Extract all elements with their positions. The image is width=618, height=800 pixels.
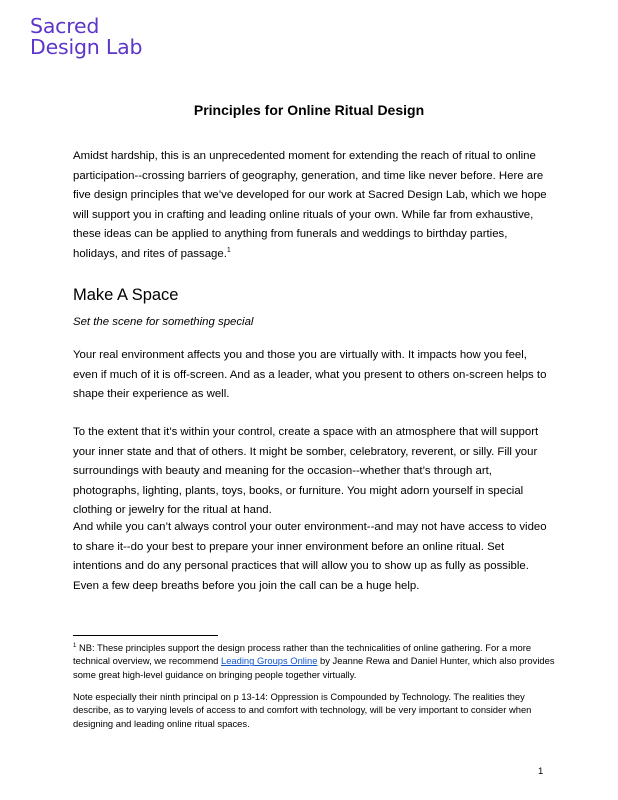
footnote-divider <box>73 635 218 636</box>
footnote-text-before: NB: These principles support the design process rather than the technicalities of online gathering. For a more technical overview, we recommend <box>73 642 532 667</box>
document-title: Principles for Online Ritual Design <box>193 102 425 118</box>
footnote-note: Note especially their ninth principal on p 13-14: Oppression is Compounded by Technology. The realities they describe, as to varying levels of access to and comfort with technology, will be very important to consider when designing and leading online ritual spaces. <box>73 691 532 729</box>
leading-groups-online-link[interactable]: Leading Groups Online <box>220 655 318 667</box>
footnote-ref[interactable]: 1 <box>226 247 231 255</box>
body-paragraph-1: Your real environment affects you and those you are virtually with. It impacts how you feel, even if much of it is off-screen. And as a leader, what you present to others on-screen helps to shape their experience as well. <box>73 349 547 401</box>
intro-text: Amidst hardship, this is an unprecedented moment for extending the reach of ritual to online participation--crossing barriers of geography, generation, and time like never before. Here are five design principles that we’ve developed for our work at Sacred Design Lab, which we hope will support you in crafting and leading online rituals of your own. While far from exhaustive, these ideas can be applied to anything from funerals and weddings to birthday parties, holidays, and rites of passage. <box>73 150 547 260</box>
section-subtitle: Set the scene for something special <box>73 316 254 328</box>
body-paragraph-2: To the extent that it’s within your control, create a space with an atmosphere that will support your inner state and that of others. It might be somber, celebratory, reverent, or silly. Fill your surroundings with beauty and meaning for the occasion--whether that’s through art, photographs, lighting, plants, toys, books, or furniture. You might adorn yourself in special clothing or jewelry for the ritual at hand. <box>73 426 539 517</box>
sacred-design-lab-logo <box>30 16 142 58</box>
footnote-1 <box>73 641 555 681</box>
footnote-number: 1 <box>73 642 77 649</box>
logo-line-1: Sacred <box>30 14 100 38</box>
section-heading: Make A Space <box>73 286 179 304</box>
logo-line-2: Design Lab <box>30 35 143 59</box>
page-number: 1 <box>538 766 544 777</box>
footnote-text-after: by Jeanne Rewa and Daniel Hunter, which also provides some great high-level guidance on bringing people together virtually. <box>73 655 555 680</box>
intro-paragraph <box>73 147 551 265</box>
body-paragraph-3: And while you can’t always control your outer environment--and may not have access to video to share it--do your best to prepare your inner environment before an online ritual. Set intentions and do any personal practices that will allow you to show up as fully as possible. Even a few deep breaths before you join the call can be a huge help. <box>73 521 547 592</box>
